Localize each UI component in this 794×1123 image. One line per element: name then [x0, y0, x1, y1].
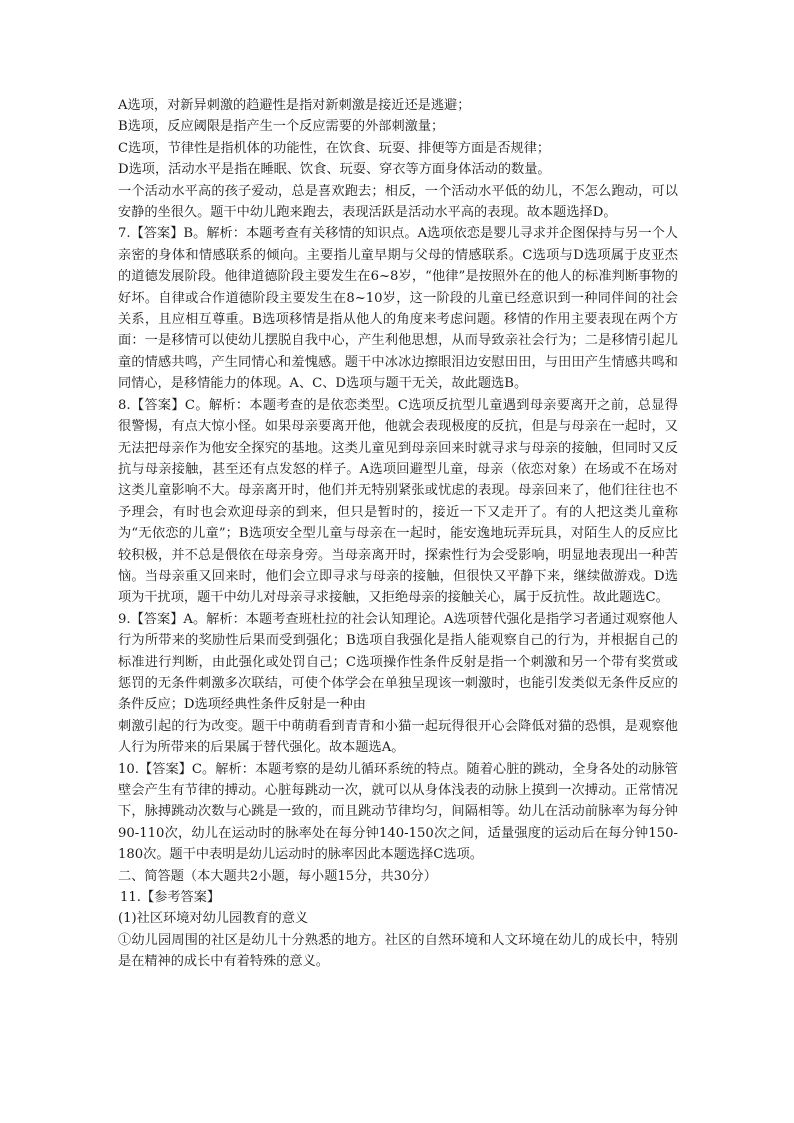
- answer-9: 9.【答案】A。解析：本题考查班杜拉的社会认知理论。A选项替代强化是指学习者通过观察他人行为所带来的奖励性后果而受到强化；B选项自我强化是指人能观察自己的行为，并根据自己的标准进行判断，由此强化或处罚自己；C选项操作性条件反射是指一个刺激和另一个带有奖赏或惩罚的无条件刺激多次联结，可使个体学会在单独呈现该一刺激时，也能引发类似无条件反应的条件反应；D选项经典性条件反射是一种由: [118, 611, 678, 713]
- answer-8: 8.【答案】C。解析：本题考查的是依恋类型。C选项反抗型儿童遇到母亲要离开之前，总显得很警惕，有点大惊小怪。如果母亲要离开他，他就会表现极度的反抗，但是与母亲在一起时，又无法把母亲作为他安全探究的基地。这类儿童见到母亲回来时就寻求与母亲的接触，但同时又反抗与母亲接触，甚至还有点发怒的样子。A选项回避型儿童，母亲（依恋对象）在场或不在场对这类儿童影响不大。母亲离开时，他们并无特别紧张或忧虑的表现。母亲回来了，他们往往也不予理会，有时也会欢迎母亲的到来，但只是暂时的，接近一下又走开了。有的人把这类儿童称为“无依恋的儿童”；B选项安全型儿童与母亲在一起时，能安逸地玩弄玩具，对陌生人的反应比较积极，并不总是偎依在母亲身旁。当母亲离开时，探索性行为会受影响，明显地表现出一种苦恼。当母亲重又回来时，他们会立即寻求与母亲的接触，但很快又平静下来，继续做游戏。D选项为干扰项，题干中幼儿对母亲寻求接触，又拒绝母亲的接触关心，属于反抗性。故此题选C。: [118, 397, 678, 606]
- answer-10: 10.【答案】C。解析：本题考察的是幼儿循环系统的特点。随着心脏的跳动，全身各处的动脉管壁会产生有节律的搏动。心脏每跳动一次，就可以从身体浅表的动脉上摸到一次搏动。正常情况下，脉搏跳动次数与心跳是一致的，而且跳动节律均匀，间隔相等。幼儿在活动前脉率为每分钟90-110次，幼儿在运动时的脉率处在每分钟140-150次之间，适量强度的运动后在每分钟150-180次。题干中表明是幼儿运动时的脉率因此本题选择C选项。: [118, 761, 678, 863]
- paragraph-option-c: C选项，节律性是指机体的功能性，在饮食、玩耍、排便等方面是否规律；: [118, 140, 551, 156]
- answer-11-heading: 11.【参考答案】: [120, 890, 221, 906]
- paragraph-activity-level: 一个活动水平高的孩子爱动，总是喜欢跑去；相反，一个活动水平低的幼儿，不怎么跑动，可以安静的坐很久。题干中幼儿跑来跑去，表现活跃是活动水平高的表现。故本题选择D。: [118, 183, 678, 221]
- paragraph-option-d: D选项，活动水平是指在睡眠、饮食、玩耍、穿衣等方面身体活动的数量。: [118, 162, 551, 178]
- document-page: [118, 95, 678, 973]
- paragraph-option-b: B选项，反应阈限是指产生一个反应需要的外部刺激量；: [118, 119, 445, 135]
- paragraph-option-a: A选项，对新异刺激的趋避性是指对新刺激是接近还是逃避；: [118, 98, 471, 113]
- answer-7: 7.【答案】B。解析：本题考查有关移情的知识点。A选项依恋是婴儿寻求并企图保持与另一个人亲密的身体和情感联系的倾向。主要指儿童早期与父母的情感联系。C选项与D选项属于皮亚杰的道德发展阶段。他律道德阶段主要发生在6~8岁，“他律”是按照外在的他人的标准判断事物的好坏。自律或合作道德阶段主要发生在8~10岁，这一阶段的儿童已经意识到一种同伴间的社会关系，且应相互尊重。B选项移情是指从他人的角度来考虑问题。移情的作用主要表现在两个方面：一是移情可以使幼儿摆脱自我中心，产生利他思想，从而导致亲社会行为；二是移情引起儿童的情感共鸣，产生同情心和羞愧感。题干中冰冰边擦眼泪边安慰田田，与田田产生情感共鸣和同情心，是移情能力的体现。A、C、D选项与题干无关，故此题选B。: [118, 226, 678, 392]
- answer-11-point-1: ①幼儿园周围的社区是幼儿十分熟悉的地方。社区的自然环境和人文环境在幼儿的成长中，特别是在精神的成长中有着特殊的意义。: [118, 932, 678, 970]
- answer-11-subheading: (1)社区环境对幼儿园教育的意义: [118, 911, 309, 927]
- section-heading: 二、简答题（本大题共2小题，每小题15分，共30分）: [118, 868, 437, 884]
- answer-9-continued: 刺激引起的行为改变。题干中萌萌看到青青和小猫一起玩得很开心会降低对猫的恐惧，是观察他人行为所带来的后果属于替代强化。故本题选A。: [118, 718, 678, 756]
